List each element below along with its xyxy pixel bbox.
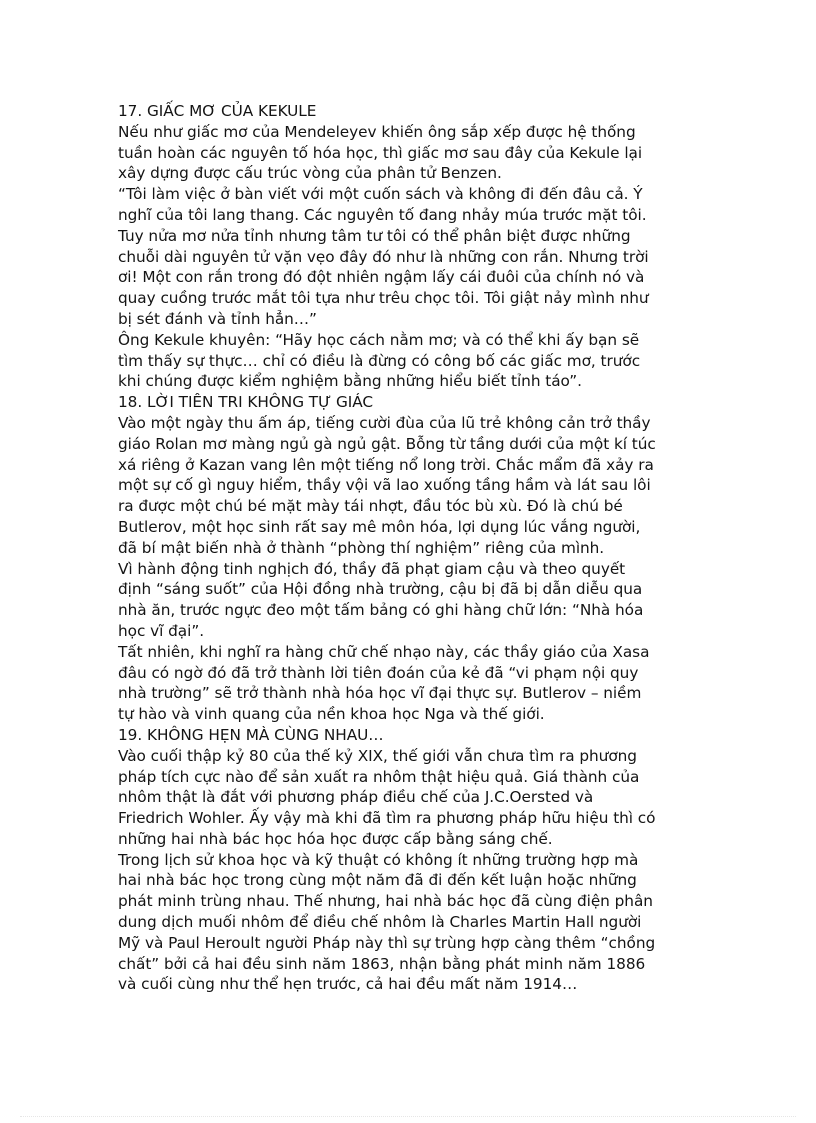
text-line: Vào một ngày thu ấm áp, tiếng cười đùa của lũ trẻ không cản trở thầy bbox=[118, 413, 651, 432]
document-page bbox=[118, 101, 718, 995]
text-line: Ông Kekule khuyên: “Hãy học cách nằm mơ; và có thể khi ấy bạn sẽ bbox=[118, 330, 640, 349]
text-line: xây dựng được cấu trúc vòng của phân tử Benzen. bbox=[118, 164, 502, 183]
text-line: khi chúng được kiểm nghiệm bằng những hiểu biết tỉnh táo”. bbox=[118, 372, 582, 391]
text-line: nhà trường” sẽ trở thành nhà hóa học vĩ đại thực sự. Butlerov – niềm bbox=[118, 684, 642, 703]
text-line: tìm thấy sự thực… chỉ có điều là đừng có công bố các giấc mơ, trước bbox=[118, 351, 641, 370]
text-line: một sự cố gì nguy hiểm, thầy vội vã lao xuống tầng hầm và lát sau lôi bbox=[118, 476, 651, 495]
text-line: chất” bởi cả hai đều sinh năm 1863, nhận bằng phát minh năm 1886 bbox=[118, 954, 646, 973]
text-line: “Tôi làm việc ở bàn viết với một cuốn sách và không đi đến đâu cả. Ý bbox=[118, 185, 643, 204]
text-line: xá riêng ở Kazan vang lên một tiếng nổ long trời. Chắc mẩm đã xảy ra bbox=[118, 455, 654, 474]
text-line: dung dịch muối nhôm để điều chế nhôm là Charles Martin Hall người bbox=[118, 913, 642, 932]
text-line: Mỹ và Paul Heroult người Pháp này thì sự trùng hợp càng thêm “chồng bbox=[118, 933, 656, 952]
text-line: Friedrich Wohler. Ấy vậy mà khi đã tìm ra phương pháp hữu hiệu thì có bbox=[118, 809, 656, 828]
text-line: Vì hành động tinh nghịch đó, thầy đã phạt giam cậu và theo quyết bbox=[118, 559, 626, 578]
text-line: đâu có ngờ đó đã trở thành lời tiên đoán của kẻ đã “vi phạm nội quy bbox=[118, 663, 639, 682]
text-line: những hai nhà bác học hóa học được cấp bằng sáng chế. bbox=[118, 829, 553, 848]
text-line: tự hào và vinh quang của nền khoa học Nga và thế giới. bbox=[118, 705, 545, 724]
page-bottom-rule bbox=[20, 1116, 796, 1117]
text-line: phát minh trùng nhau. Thế nhưng, hai nhà bác học đã cùng điện phân bbox=[118, 892, 653, 911]
text-line: tuần hoàn các nguyên tố hóa học, thì giấc mơ sau đây của Kekule lại bbox=[118, 143, 643, 162]
text-line: nhôm thật là đắt với phương pháp điều chế của J.C.Oersted và bbox=[118, 788, 594, 807]
text-line: đã bí mật biến nhà ở thành “phòng thí nghiệm” riêng của mình. bbox=[118, 538, 605, 557]
text-line: học vĩ đại”. bbox=[118, 621, 205, 640]
text-line: giáo Rolan mơ màng ngủ gà ngủ gật. Bỗng từ tầng dưới của một kí túc bbox=[118, 434, 656, 453]
text-line: chuỗi dài nguyên tử vặn vẹo đây đó như là những con rắn. Nhưng trời bbox=[118, 247, 649, 266]
text-line: và cuối cùng như thể hẹn trước, cả hai đều mất năm 1914… bbox=[118, 975, 578, 994]
section-heading: 17. GIẤC MƠ CỦA KEKULE bbox=[118, 102, 317, 120]
text-line: hai nhà bác học trong cùng một năm đã đi đến kết luận hoặc những bbox=[118, 871, 637, 890]
section-heading: 18. LỜI TIÊN TRI KHÔNG TỰ GIÁC bbox=[118, 393, 374, 412]
text-line: nhà ăn, trước ngực đeo một tấm bảng có ghi hàng chữ lớn: “Nhà hóa bbox=[118, 601, 644, 620]
text-line: Butlerov, một học sinh rất say mê môn hóa, lợi dụng lúc vắng người, bbox=[118, 517, 641, 536]
text-line: Tất nhiên, khi nghĩ ra hàng chữ chế nhạo này, các thầy giáo của Xasa bbox=[118, 642, 650, 661]
text-line: Vào cuối thập kỷ 80 của thế kỷ XIX, thế giới vẫn chưa tìm ra phương bbox=[118, 746, 637, 765]
text-line: ơi! Một con rắn trong đó đột nhiên ngậm lấy cái đuôi của chính nó và bbox=[118, 268, 645, 287]
section-heading: 19. KHÔNG HẸN MÀ CÙNG NHAU… bbox=[118, 725, 384, 744]
text-line: Tuy nửa mơ nửa tỉnh nhưng tâm tư tôi có thể phân biệt được những bbox=[118, 226, 631, 245]
text-line: Nếu như giấc mơ của Mendeleyev khiến ông sắp xếp được hệ thống bbox=[118, 122, 636, 141]
text-line: Trong lịch sử khoa học và kỹ thuật có không ít những trường hợp mà bbox=[118, 850, 639, 869]
text-line: quay cuồng trước mắt tôi tựa như trêu chọc tôi. Tôi giật nảy mình như bbox=[118, 289, 649, 308]
text-line: định “sáng suốt” của Hội đồng nhà trường, cậu bị đã bị dẫn diễu qua bbox=[118, 580, 643, 599]
text-line: pháp tích cực nào để sản xuất ra nhôm thật hiệu quả. Giá thành của bbox=[118, 767, 640, 786]
text-line: bị sét đánh và tỉnh hẳn…” bbox=[118, 309, 317, 328]
text-line: ra được một chú bé mặt mày tái nhợt, đầu tóc bù xù. Đó là chú bé bbox=[118, 497, 623, 516]
text-line: nghĩ của tôi lang thang. Các nguyên tố đang nhảy múa trước mặt tôi. bbox=[118, 205, 647, 224]
